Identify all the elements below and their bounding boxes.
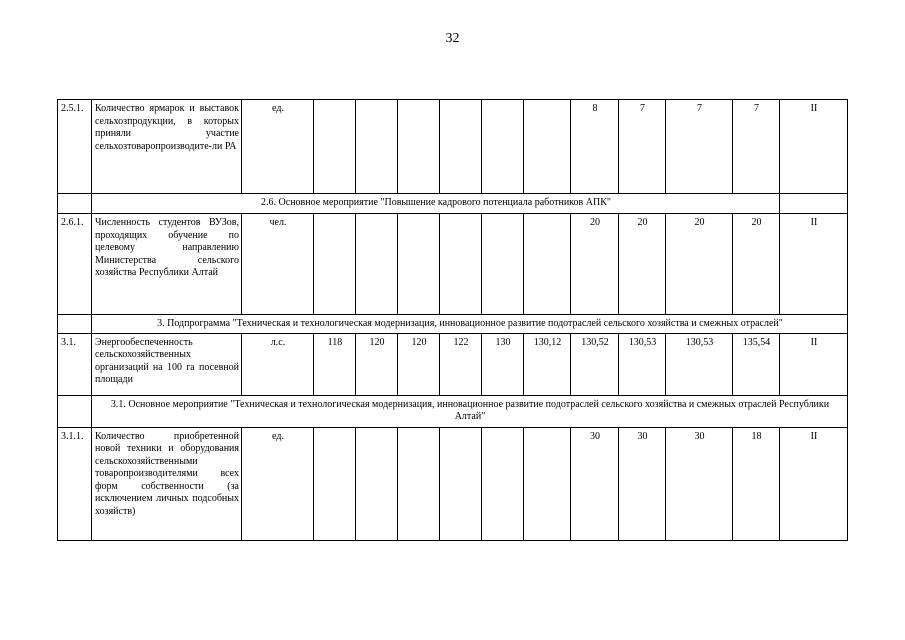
row-number: 3.1. — [58, 333, 92, 395]
section-header-row — [58, 315, 848, 334]
page-number: 32 — [445, 31, 460, 46]
value-cell — [440, 214, 482, 315]
section-header: 3.1. Основное мероприятие "Техническая и технологическая модернизация, инновационное развитие подотраслей сельского хозяйства и смежных отраслей Республики Алтай" — [92, 395, 848, 427]
indicator-name: Количество приобретенной новой техники и оборудования сельскохозяйственными товаропроизводителями всех форм собственности (за исключением личных подсобных хозяйств) — [92, 427, 242, 540]
value-cell: 8 — [571, 100, 619, 194]
unit-cell: ед. — [242, 427, 314, 540]
table-row — [58, 427, 848, 540]
empty-cell — [58, 395, 92, 427]
value-cell: 130,53 — [619, 333, 666, 395]
value-cell: 20 — [571, 214, 619, 315]
value-cell — [440, 100, 482, 194]
value-cell: 18 — [733, 427, 780, 540]
value-cell: 118 — [314, 333, 356, 395]
empty-cell — [780, 194, 848, 214]
value-cell — [314, 427, 356, 540]
unit-cell: л.с. — [242, 333, 314, 395]
value-cell — [524, 214, 571, 315]
value-cell: 30 — [571, 427, 619, 540]
value-cell: 122 — [440, 333, 482, 395]
row-number: 2.5.1. — [58, 100, 92, 194]
value-cell — [398, 100, 440, 194]
value-cell — [314, 100, 356, 194]
value-cell: 130 — [482, 333, 524, 395]
indicator-name: Численность студентов ВУЗов, проходящих обучение по целевому направлению Министерства сельского хозяйства Республики Алтай — [92, 214, 242, 315]
row-number: 3.1.1. — [58, 427, 92, 540]
section-header-row — [58, 194, 848, 214]
indicator-name: Количество ярмарок и выставок сельхозпродукции, в которых приняли участие сельхозтоваропроизводите-ли РА — [92, 100, 242, 194]
value-cell — [356, 100, 398, 194]
value-cell: 30 — [619, 427, 666, 540]
row-number: 2.6.1. — [58, 214, 92, 315]
indicators-table — [57, 99, 848, 541]
unit-cell: чел. — [242, 214, 314, 315]
value-cell: 120 — [398, 333, 440, 395]
value-cell — [356, 214, 398, 315]
value-cell — [482, 214, 524, 315]
value-cell: 130,12 — [524, 333, 571, 395]
value-cell — [524, 100, 571, 194]
value-cell: 130,52 — [571, 333, 619, 395]
value-cell — [482, 100, 524, 194]
section-header: 3. Подпрограмма "Техническая и технологическая модернизация, инновационное развитие подотраслей сельского хозяйства и смежных отраслей" — [92, 315, 848, 334]
priority-cell: II — [780, 214, 848, 315]
value-cell — [482, 427, 524, 540]
value-cell: 7 — [666, 100, 733, 194]
priority-cell: II — [780, 100, 848, 194]
value-cell: 7 — [619, 100, 666, 194]
value-cell: 20 — [666, 214, 733, 315]
value-cell: 7 — [733, 100, 780, 194]
value-cell — [524, 427, 571, 540]
section-header-row — [58, 395, 848, 427]
value-cell: 135,54 — [733, 333, 780, 395]
value-cell: 20 — [733, 214, 780, 315]
empty-cell — [58, 315, 92, 334]
table-row — [58, 214, 848, 315]
priority-cell: II — [780, 333, 848, 395]
indicator-name: Энергообеспеченность сельскохозяйственных организаций на 100 га посевной площади — [92, 333, 242, 395]
value-cell — [356, 427, 398, 540]
table-row — [58, 100, 848, 194]
value-cell: 30 — [666, 427, 733, 540]
value-cell — [314, 214, 356, 315]
section-header: 2.6. Основное мероприятие "Повышение кадрового потенциала работников АПК" — [92, 194, 780, 214]
value-cell — [398, 214, 440, 315]
table-row — [58, 333, 848, 395]
value-cell — [398, 427, 440, 540]
priority-cell: II — [780, 427, 848, 540]
value-cell: 20 — [619, 214, 666, 315]
empty-cell — [58, 194, 92, 214]
value-cell — [440, 427, 482, 540]
value-cell: 120 — [356, 333, 398, 395]
value-cell: 130,53 — [666, 333, 733, 395]
unit-cell: ед. — [242, 100, 314, 194]
